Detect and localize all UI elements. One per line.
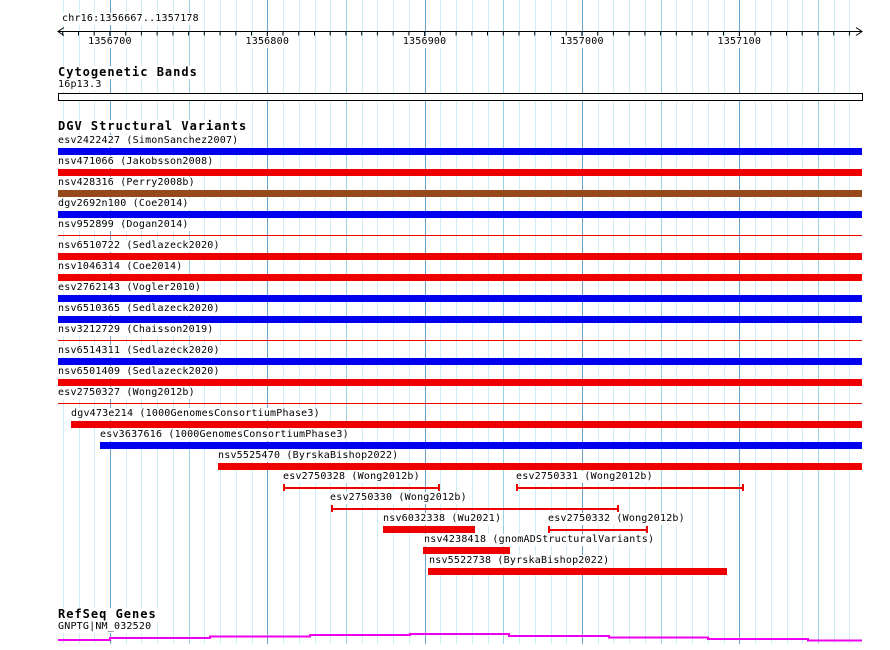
variant-label[interactable]: nsv471066 (Jakobsson2008) (58, 156, 214, 167)
cytoband-glyph[interactable] (58, 93, 863, 101)
section-title-dgv: DGV Structural Variants (58, 119, 248, 133)
variant-label[interactable]: nsv3212729 (Chaisson2019) (58, 324, 214, 335)
region-label: chr16:1356667..1357178 (62, 13, 199, 24)
variant-range-cap-left[interactable] (331, 505, 333, 512)
variant-range-line[interactable] (548, 529, 648, 531)
cytoband-label[interactable]: 16p13.3 (58, 79, 102, 90)
variant-bar[interactable] (58, 358, 862, 365)
variant-range-cap-right[interactable] (742, 484, 744, 491)
variant-label[interactable]: nsv6032338 (Wu2021) (383, 513, 502, 524)
variant-range-cap-right[interactable] (646, 526, 648, 533)
variant-range-line[interactable] (516, 487, 744, 489)
gene-label[interactable]: GNPTG|NM_032520 (58, 621, 152, 632)
variant-range-cap-right[interactable] (617, 505, 619, 512)
variant-bar[interactable] (58, 190, 862, 197)
variant-label[interactable]: nsv428316 (Perry2008b) (58, 177, 195, 188)
variant-label[interactable]: esv2762143 (Vogler2010) (58, 282, 202, 293)
variant-bar[interactable] (58, 379, 862, 386)
variant-label[interactable]: esv2750331 (Wong2012b) (516, 471, 653, 482)
variant-label[interactable]: esv2750328 (Wong2012b) (283, 471, 420, 482)
variant-label[interactable]: esv2422427 (SimonSanchez2007) (58, 135, 239, 146)
variant-line[interactable] (58, 235, 862, 236)
variant-label[interactable]: esv2750327 (Wong2012b) (58, 387, 195, 398)
variant-label[interactable]: nsv6510722 (Sedlazeck2020) (58, 240, 220, 251)
variant-label[interactable]: nsv5522738 (ByrskaBishop2022) (429, 555, 610, 566)
variant-bar[interactable] (58, 295, 862, 302)
variant-range-cap-right[interactable] (438, 484, 440, 491)
variant-bar[interactable] (423, 547, 510, 554)
variant-label[interactable]: nsv6514311 (Sedlazeck2020) (58, 345, 220, 356)
section-title-refseq: RefSeq Genes (58, 607, 157, 621)
variant-range-line[interactable] (283, 487, 440, 489)
variant-label[interactable]: nsv952899 (Dogan2014) (58, 219, 189, 230)
ruler-tick-label: 1356800 (245, 36, 290, 47)
variant-label[interactable]: esv2750330 (Wong2012b) (330, 492, 467, 503)
variant-line[interactable] (58, 340, 862, 341)
variant-label[interactable]: nsv4238418 (gnomADStructuralVariants) (424, 534, 655, 545)
variant-range-line[interactable] (331, 508, 619, 510)
ruler-tick-label: 1357000 (560, 36, 604, 47)
ruler-tick-label: 1356900 (402, 36, 447, 47)
variant-label[interactable]: esv2750332 (Wong2012b) (548, 513, 685, 524)
variant-bar[interactable] (71, 421, 862, 428)
variant-bar[interactable] (58, 169, 862, 176)
variant-range-cap-left[interactable] (516, 484, 518, 491)
ruler-tick-label: 1357100 (717, 36, 762, 47)
ruler-tick-label: 1356700 (88, 36, 132, 47)
variant-bar[interactable] (58, 148, 862, 155)
variant-range-cap-left[interactable] (548, 526, 550, 533)
variant-bar[interactable] (218, 463, 862, 470)
variant-label[interactable]: esv3637616 (1000GenomesConsortiumPhase3) (100, 429, 349, 440)
variant-bar[interactable] (383, 526, 475, 533)
variant-bar[interactable] (58, 274, 862, 281)
gene-line (58, 634, 862, 641)
variant-line[interactable] (58, 403, 862, 404)
variant-bar[interactable] (58, 253, 862, 260)
variant-label[interactable]: dgv473e214 (1000GenomesConsortiumPhase3) (71, 408, 320, 419)
variant-bar[interactable] (58, 211, 862, 218)
variant-label[interactable]: dgv2692n100 (Coe2014) (58, 198, 189, 209)
variant-label[interactable]: nsv6510365 (Sedlazeck2020) (58, 303, 220, 314)
variant-bar[interactable] (100, 442, 862, 449)
variant-label[interactable]: nsv5525470 (ByrskaBishop2022) (218, 450, 399, 461)
variant-bar[interactable] (428, 568, 727, 575)
variant-range-cap-left[interactable] (283, 484, 285, 491)
variant-label[interactable]: nsv1046314 (Coe2014) (58, 261, 183, 272)
section-title-cytogenetic: Cytogenetic Bands (58, 65, 198, 79)
variant-bar[interactable] (58, 316, 862, 323)
variant-label[interactable]: nsv6501409 (Sedlazeck2020) (58, 366, 220, 377)
